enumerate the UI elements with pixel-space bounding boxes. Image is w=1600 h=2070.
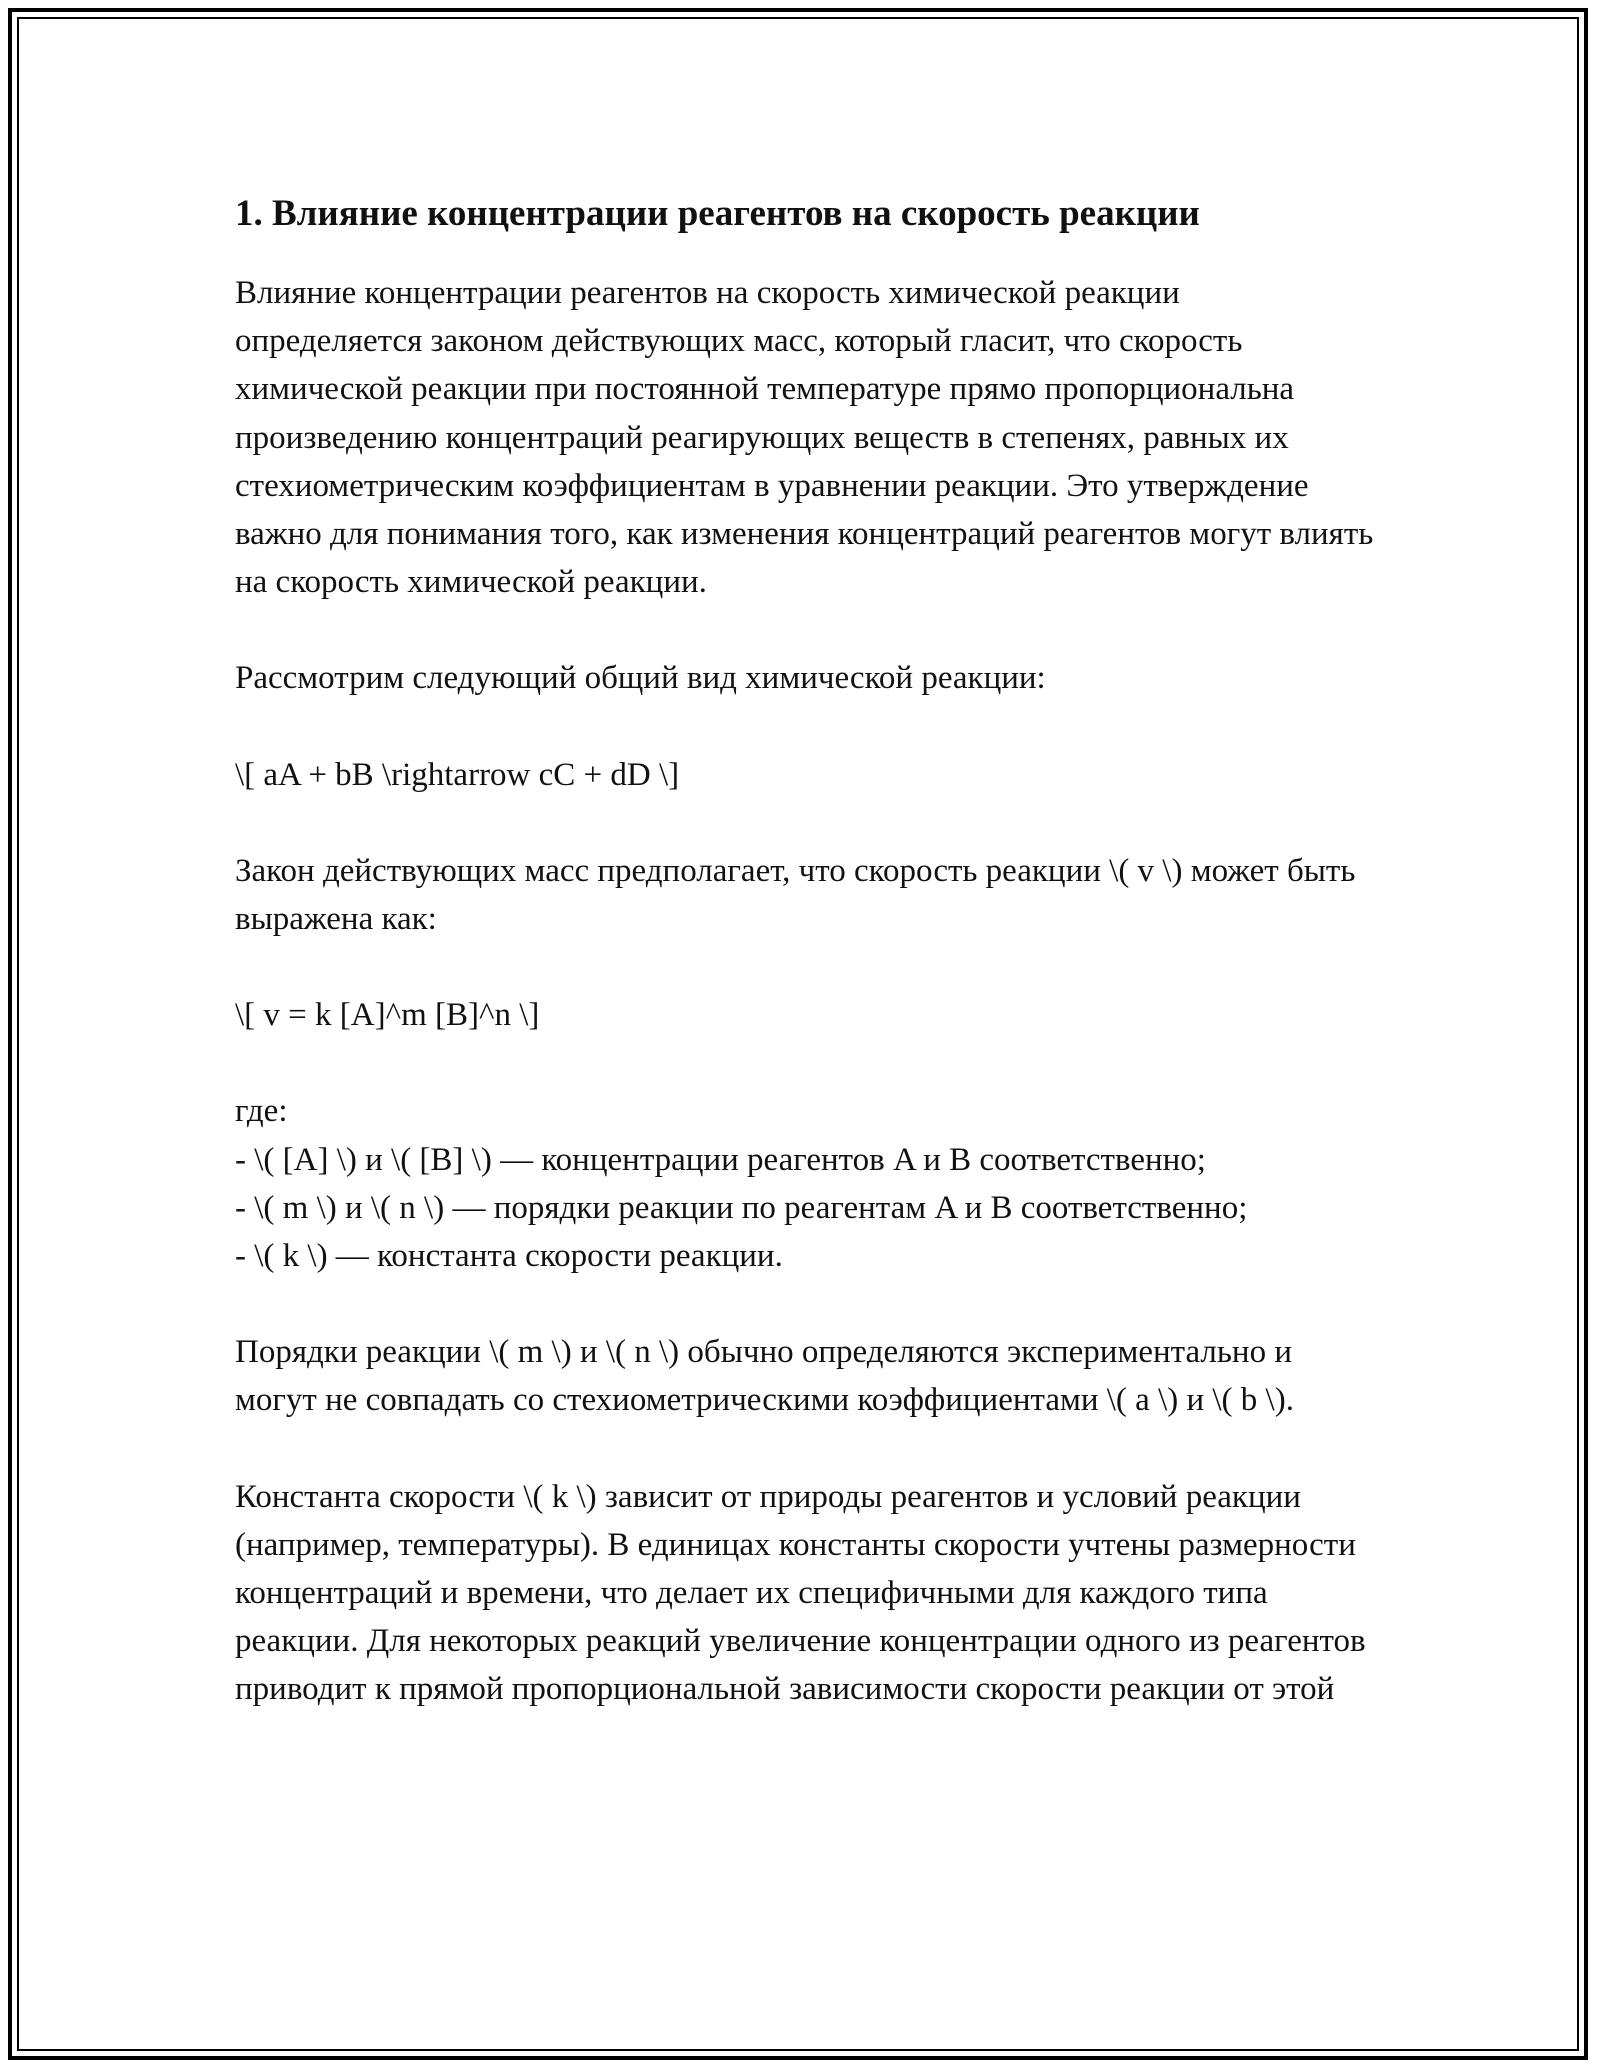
- formula-reaction: \[ aA + bB \rightarrow cC + dD \]: [235, 756, 680, 793]
- list-item: - \( [A] \) и \( [B] \) — концентрации реагентов A и B соответственно;: [235, 1141, 1206, 1178]
- definitions-list: [235, 1087, 1375, 1280]
- list-item: - \( m \) и \( n \) — порядки реакции по реагентам A и B соответственно;: [235, 1189, 1248, 1226]
- paragraph-mass-action: Закон действующих масс предполагает, что скорость реакции \( v \) может быть выражена как:: [235, 852, 1356, 938]
- definitions-label: где:: [235, 1093, 288, 1130]
- document-body: [235, 185, 1375, 1762]
- paragraph-consider: Рассмотрим следующий общий вид химической реакции:: [235, 660, 1046, 697]
- paragraph-intro: Влияние концентрации реагентов на скорость химической реакции определяется законом действующих масс, который гласит, что скорость химической реакции при постоянной температуре прямо пропорциональна произведению концентраций реагирующих веществ в степенях, равных их стехиометрическим коэффициентам в уравнении реакции. Это утверждение важно для понимания того, как изменения концентраций реагентов могут влиять на скорость химической реакции.: [235, 275, 1374, 601]
- paragraph-rate-constant: Константа скорости \( k \) зависит от природы реагентов и условий реакции (например, температуры). В единицах константы скорости учтены размерности концентраций и времени, что делает их специфичными для каждого типа реакции. Для некоторых реакций увеличение концентрации одного из реагентов приводит к прямой пропорциональной зависимости скорости реакции от этой: [235, 1478, 1366, 1708]
- paragraph-orders: Порядки реакции \( m \) и \( n \) обычно определяются экспериментально и могут не совпадать со стехиометрическими коэффициентами \( a \) и \( b \).: [235, 1334, 1294, 1419]
- formula-rate-law: \[ v = k [A]^m [B]^n \]: [235, 997, 540, 1034]
- section-heading: 1. Влияние концентрации реагентов на скорость реакции: [235, 193, 1200, 234]
- list-item: - \( k \) — константа скорости реакции.: [235, 1238, 783, 1275]
